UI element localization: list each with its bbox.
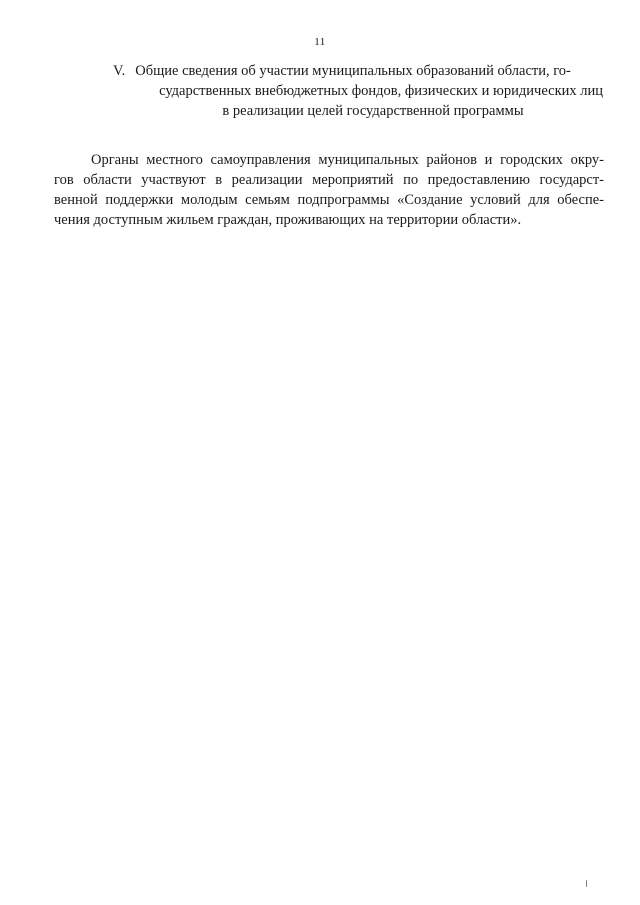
section-title-line-1-text: Общие сведения об участии муниципальных образований области, го- — [135, 63, 571, 79]
paragraph-line-3: венной поддержки молодым семьям подпрограммы «Создание условий для обеспе- — [54, 192, 604, 208]
section-heading-line-1 — [113, 61, 603, 81]
section-heading — [113, 61, 603, 121]
paragraph-line-4: чения доступным жильем граждан, проживающих на территории области». — [54, 212, 522, 228]
paragraph-line-1: Органы местного самоуправления муниципальных районов и городских окру- — [91, 152, 604, 168]
section-numeral: V. — [113, 63, 126, 79]
paragraph-line-2: гов области участвуют в реализации мероприятий по предоставлению государст- — [54, 172, 604, 188]
section-heading-line-3: в реализации целей государственной программы — [222, 103, 524, 119]
body-paragraph — [54, 150, 604, 230]
section-heading-line-2: сударственных внебюджетных фондов, физических и юридических лиц — [159, 83, 603, 99]
page-number: 11 — [314, 36, 326, 48]
scan-artifact-mark — [586, 880, 587, 887]
